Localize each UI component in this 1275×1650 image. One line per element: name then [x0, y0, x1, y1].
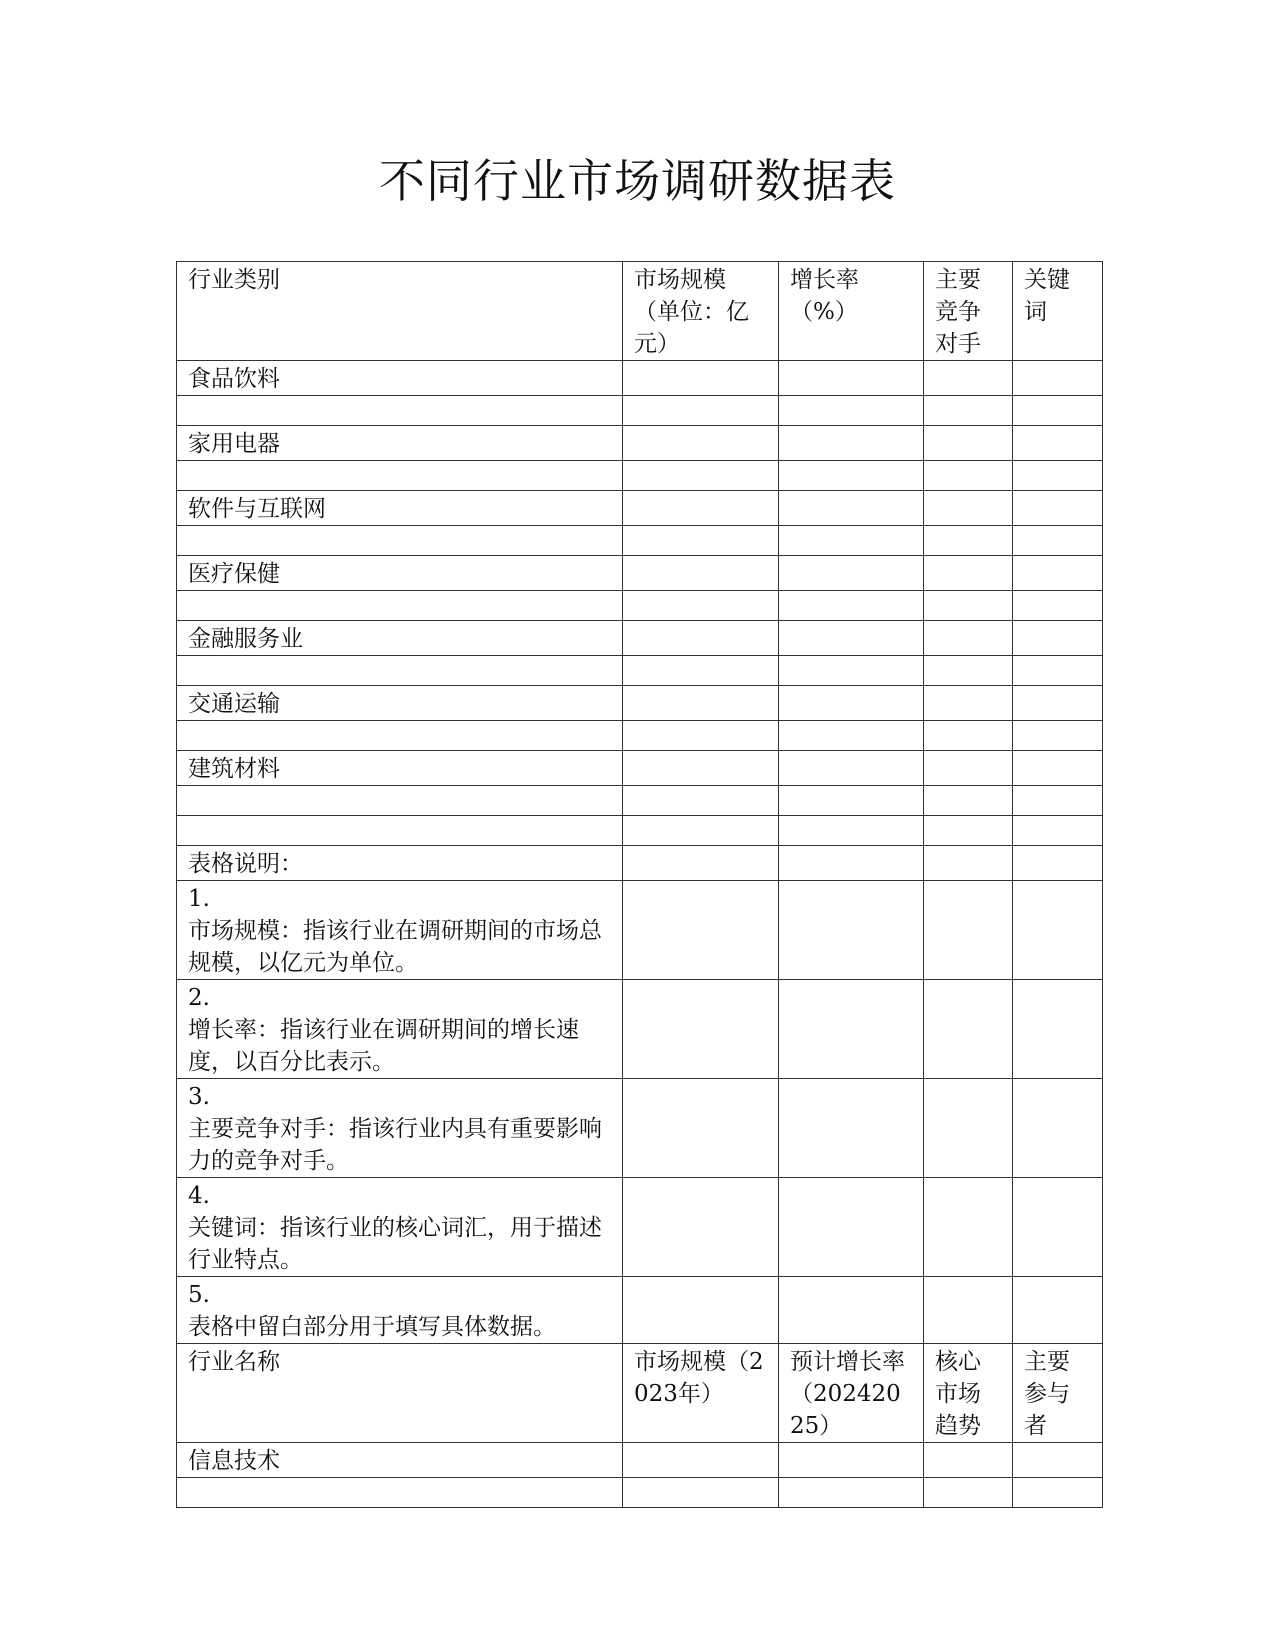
data-cell[interactable] — [623, 751, 779, 786]
data-cell[interactable] — [924, 556, 1013, 591]
data-cell[interactable] — [1013, 556, 1103, 591]
note-cell — [177, 1178, 623, 1277]
data-cell[interactable] — [924, 686, 1013, 721]
data-cell[interactable] — [623, 526, 779, 556]
data-cell[interactable] — [924, 751, 1013, 786]
table-header-row — [177, 262, 1103, 361]
industry-name-cell: 信息技术 — [177, 1443, 623, 1478]
note-row — [177, 980, 1103, 1079]
data-cell[interactable] — [1013, 1478, 1103, 1508]
data-cell[interactable] — [779, 591, 924, 621]
data-cell[interactable] — [1013, 846, 1103, 881]
blank-row — [177, 656, 1103, 686]
data-cell[interactable] — [924, 361, 1013, 396]
data-cell[interactable] — [1013, 1178, 1103, 1277]
data-cell[interactable] — [779, 461, 924, 491]
note-row — [177, 1277, 1103, 1344]
market-research-table — [176, 261, 1103, 1508]
data-cell[interactable] — [779, 621, 924, 656]
data-cell[interactable] — [924, 786, 1013, 816]
blank-row — [177, 591, 1103, 621]
data-cell[interactable] — [1013, 396, 1103, 426]
data-cell[interactable] — [924, 1443, 1013, 1478]
table-row — [177, 556, 1103, 591]
data-cell[interactable] — [924, 491, 1013, 526]
data-cell[interactable] — [779, 881, 924, 980]
data-cell[interactable] — [177, 721, 623, 751]
data-cell[interactable] — [623, 686, 779, 721]
data-cell[interactable] — [623, 1443, 779, 1478]
header-industry-name: 行业名称 — [177, 1344, 623, 1443]
header-market-size: 市场规模（单位：亿元） — [623, 262, 779, 361]
table-row — [177, 621, 1103, 656]
notes-heading-row — [177, 846, 1103, 881]
data-cell[interactable] — [177, 591, 623, 621]
data-cell[interactable] — [779, 396, 924, 426]
note-cell — [177, 1277, 623, 1344]
data-cell[interactable] — [177, 816, 623, 846]
data-cell[interactable] — [779, 656, 924, 686]
data-cell[interactable] — [1013, 361, 1103, 396]
data-cell[interactable] — [779, 980, 924, 1079]
industry-name-cell: 医疗保健 — [177, 556, 623, 591]
data-cell[interactable] — [924, 980, 1013, 1079]
data-cell[interactable] — [1013, 980, 1103, 1079]
data-cell[interactable] — [177, 1478, 623, 1508]
blank-row — [177, 461, 1103, 491]
note-number: 1. — [188, 886, 210, 912]
data-cell[interactable] — [177, 786, 623, 816]
header-core-trends: 核心市场趋势 — [924, 1344, 1013, 1443]
blank-row — [177, 721, 1103, 751]
table-row — [177, 751, 1103, 786]
data-cell[interactable] — [924, 461, 1013, 491]
data-cell[interactable] — [1013, 1277, 1103, 1344]
data-cell[interactable] — [779, 1443, 924, 1478]
industry-name-cell: 食品饮料 — [177, 361, 623, 396]
data-cell[interactable] — [779, 1478, 924, 1508]
data-cell[interactable] — [623, 591, 779, 621]
data-cell[interactable] — [623, 1478, 779, 1508]
page-title: 不同行业市场调研数据表 — [379, 154, 896, 208]
note-cell — [177, 980, 623, 1079]
data-cell[interactable] — [177, 461, 623, 491]
note-cell — [177, 881, 623, 980]
header-main-participants: 主要参与者 — [1013, 1344, 1103, 1443]
data-cell[interactable] — [623, 1079, 779, 1178]
data-cell[interactable] — [924, 816, 1013, 846]
data-cell[interactable] — [623, 556, 779, 591]
note-text: 增长率：指该行业在调研期间的增长速度，以百分比表示。 — [188, 1017, 579, 1075]
note-row — [177, 881, 1103, 980]
data-cell[interactable] — [1013, 461, 1103, 491]
data-cell[interactable] — [779, 846, 924, 881]
data-cell[interactable] — [924, 721, 1013, 751]
blank-row — [177, 1478, 1103, 1508]
note-number: 4. — [188, 1183, 210, 1209]
data-cell[interactable] — [779, 491, 924, 526]
note-number: 5. — [188, 1282, 210, 1308]
note-number: 2. — [188, 985, 210, 1011]
data-cell[interactable] — [623, 846, 779, 881]
data-cell[interactable] — [779, 556, 924, 591]
table-row — [177, 491, 1103, 526]
data-cell[interactable] — [1013, 621, 1103, 656]
industry-name-cell: 家用电器 — [177, 426, 623, 461]
data-cell[interactable] — [779, 361, 924, 396]
table-row — [177, 426, 1103, 461]
blank-row — [177, 786, 1103, 816]
data-cell[interactable] — [924, 881, 1013, 980]
table-row — [177, 1443, 1103, 1478]
data-cell[interactable] — [779, 426, 924, 461]
data-cell[interactable] — [1013, 1079, 1103, 1178]
data-cell[interactable] — [924, 1079, 1013, 1178]
data-cell[interactable] — [924, 656, 1013, 686]
data-cell[interactable] — [623, 656, 779, 686]
data-cell[interactable] — [779, 816, 924, 846]
data-cell[interactable] — [924, 1178, 1013, 1277]
data-cell[interactable] — [1013, 751, 1103, 786]
notes-heading: 表格说明： — [177, 846, 623, 881]
data-cell[interactable] — [623, 816, 779, 846]
data-cell[interactable] — [1013, 686, 1103, 721]
data-cell[interactable] — [623, 621, 779, 656]
industry-name-cell: 软件与互联网 — [177, 491, 623, 526]
data-cell[interactable] — [177, 526, 623, 556]
data-cell[interactable] — [779, 721, 924, 751]
data-cell[interactable] — [1013, 656, 1103, 686]
data-cell[interactable] — [623, 461, 779, 491]
header-growth-rate: 增长率（%） — [779, 262, 924, 361]
table-row — [177, 361, 1103, 396]
data-cell[interactable] — [1013, 1443, 1103, 1478]
data-cell[interactable] — [623, 1178, 779, 1277]
data-cell[interactable] — [779, 786, 924, 816]
blank-row — [177, 526, 1103, 556]
data-cell[interactable] — [623, 426, 779, 461]
data-cell[interactable] — [1013, 426, 1103, 461]
note-row — [177, 1079, 1103, 1178]
header-industry-category: 行业类别 — [177, 262, 623, 361]
data-cell[interactable] — [779, 686, 924, 721]
data-cell[interactable] — [623, 491, 779, 526]
data-cell[interactable] — [177, 396, 623, 426]
data-cell[interactable] — [1013, 816, 1103, 846]
note-row — [177, 1178, 1103, 1277]
data-cell[interactable] — [779, 1277, 924, 1344]
data-cell[interactable] — [924, 846, 1013, 881]
industry-name-cell: 交通运输 — [177, 686, 623, 721]
data-cell[interactable] — [924, 526, 1013, 556]
industry-name-cell: 金融服务业 — [177, 621, 623, 656]
note-text: 市场规模：指该行业在调研期间的市场总规模，以亿元为单位。 — [188, 918, 602, 976]
data-cell[interactable] — [924, 396, 1013, 426]
data-cell[interactable] — [1013, 786, 1103, 816]
data-cell[interactable] — [623, 721, 779, 751]
note-text: 主要竞争对手：指该行业内具有重要影响力的竞争对手。 — [188, 1116, 602, 1174]
data-cell[interactable] — [623, 361, 779, 396]
table-row — [177, 686, 1103, 721]
note-text: 表格中留白部分用于填写具体数据。 — [188, 1314, 556, 1340]
note-text: 关键词：指该行业的核心词汇，用于描述行业特点。 — [188, 1215, 602, 1273]
header-projected-growth: 预计增长率（20242025） — [779, 1344, 924, 1443]
data-cell[interactable] — [623, 1277, 779, 1344]
data-cell[interactable] — [1013, 526, 1103, 556]
data-cell[interactable] — [1013, 881, 1103, 980]
data-cell[interactable] — [779, 751, 924, 786]
header-keywords: 关键词 — [1013, 262, 1103, 361]
blank-row — [177, 396, 1103, 426]
data-cell[interactable] — [779, 1079, 924, 1178]
data-cell[interactable] — [623, 396, 779, 426]
data-cell[interactable] — [623, 786, 779, 816]
data-cell[interactable] — [623, 881, 779, 980]
data-cell[interactable] — [1013, 491, 1103, 526]
blank-row — [177, 816, 1103, 846]
note-number: 3. — [188, 1084, 210, 1110]
data-cell[interactable] — [779, 1178, 924, 1277]
data-cell[interactable] — [177, 656, 623, 686]
industry-name-cell: 建筑材料 — [177, 751, 623, 786]
data-cell[interactable] — [924, 591, 1013, 621]
data-cell[interactable] — [1013, 591, 1103, 621]
table-header-row-2 — [177, 1344, 1103, 1443]
data-cell[interactable] — [623, 980, 779, 1079]
data-cell[interactable] — [924, 1277, 1013, 1344]
data-cell[interactable] — [1013, 721, 1103, 751]
data-cell[interactable] — [779, 526, 924, 556]
data-cell[interactable] — [924, 621, 1013, 656]
data-cell[interactable] — [924, 426, 1013, 461]
note-cell — [177, 1079, 623, 1178]
data-cell[interactable] — [924, 1478, 1013, 1508]
header-market-size-2023: 市场规模（2023年） — [623, 1344, 779, 1443]
header-main-competitors: 主要竞争对手 — [924, 262, 1013, 361]
